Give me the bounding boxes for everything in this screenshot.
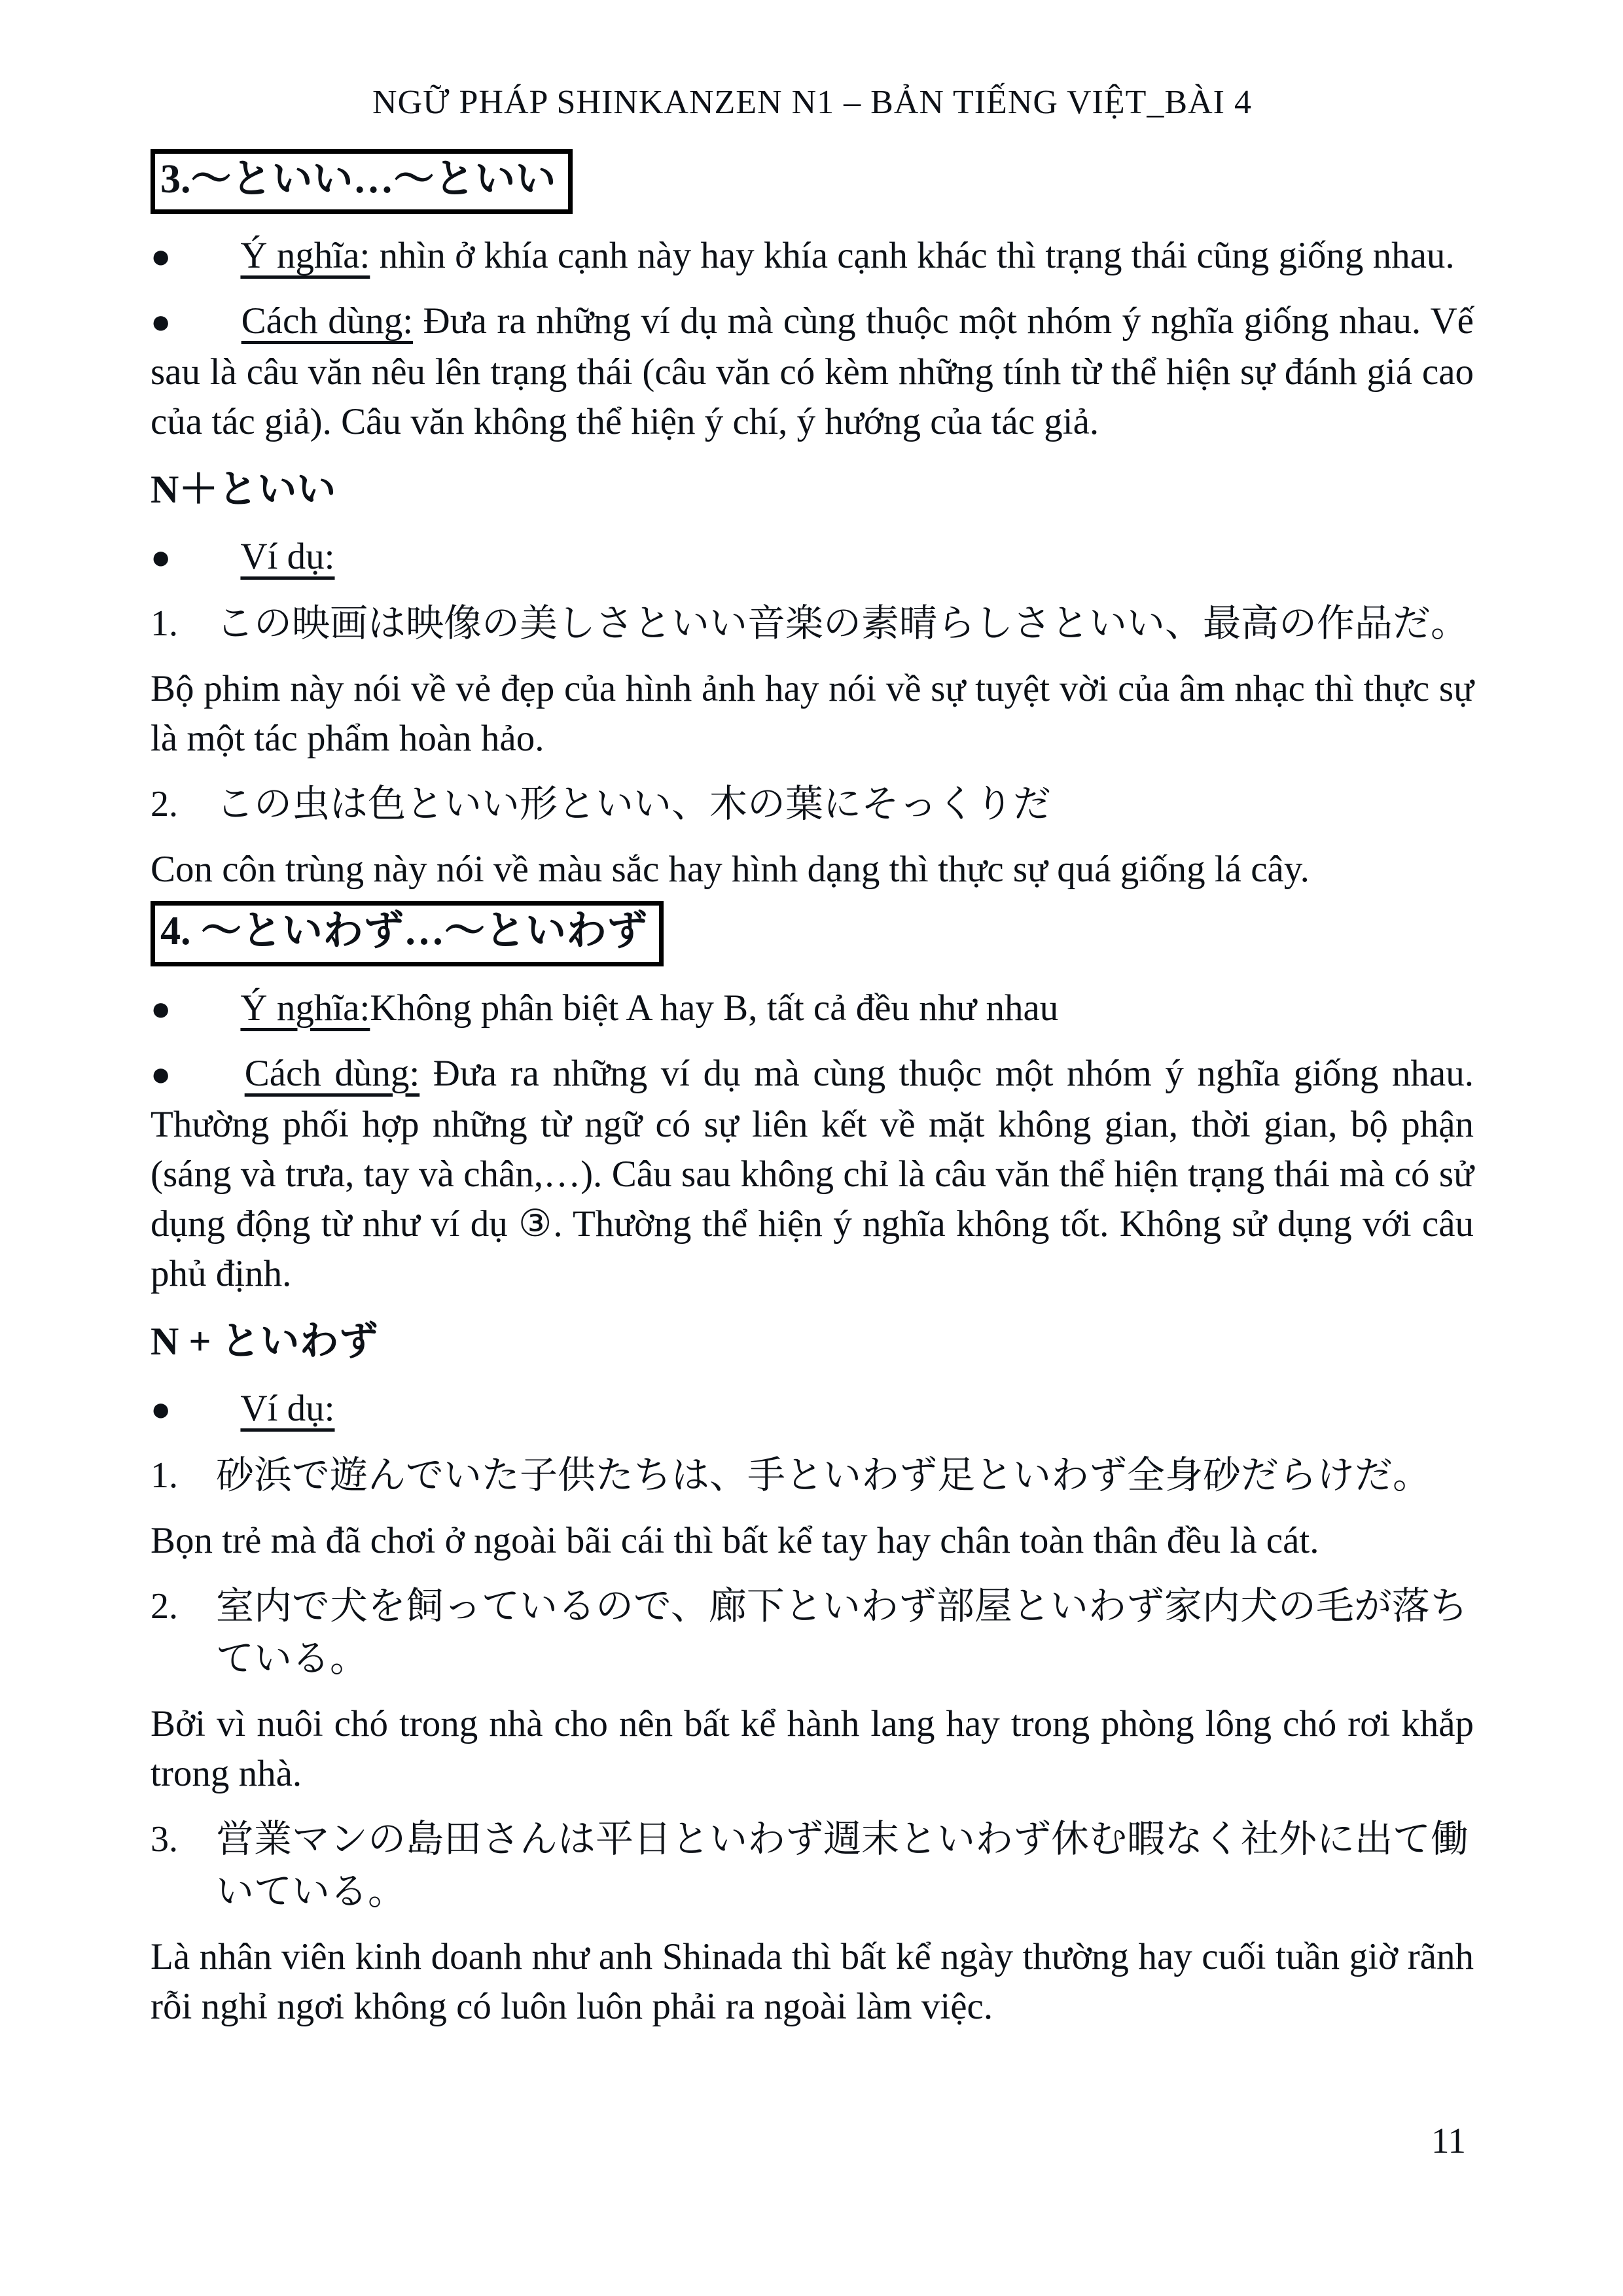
- section-4-heading-box: [151, 901, 664, 966]
- meaning-text: nhìn ở khía cạnh này hay khía cạnh khác thì trạng thái cũng giống nhau.: [370, 235, 1455, 277]
- meaning-label: Ý nghĩa:: [240, 987, 370, 1029]
- pattern-formula: N＋といい: [151, 468, 336, 512]
- example-translation: Bọn trẻ mà đã chơi ở ngoài bãi cái thì bất kể tay hay chân toàn thân đều là cát.: [151, 1519, 1319, 1561]
- usage-text: Đưa ra những ví dụ mà cùng thuộc một nhóm ý nghĩa giống nhau. Thường phối hợp những từ ngữ có sự liên kết về mặt không gian, thời gian, bộ phận (sáng và trưa, tay và chân,…). Câu sau không chỉ là câu văn thể hiện trạng thái mà có sử dụng động từ như ví dụ ③. Thường thể hiện ý nghĩa không tốt. Không sử dụng với câu phủ định.: [151, 1052, 1474, 1294]
- usage-label: Cách dùng:: [244, 1052, 420, 1094]
- example-number: 2.: [151, 1585, 178, 1627]
- meaning-text: Không phân biệt A hay B, tất cả đều như nhau: [370, 987, 1059, 1029]
- section-4-meaning-paragraph: [151, 983, 1474, 1034]
- example-japanese: 砂浜で遊んでいた子供たちは、手といわず足といわず全身砂だらけだ。: [216, 1453, 1431, 1496]
- examples-label: Ví dụ:: [240, 536, 335, 578]
- bullet-icon: ●: [151, 1055, 175, 1093]
- section-3-examples-label-paragraph: [151, 532, 1474, 583]
- example-item: [151, 597, 1474, 650]
- example-translation: Bộ phim này nói về vẻ đẹp của hình ảnh hay nói về sự tuyệt vời của âm nhạc thì thực sự là một tác phẩm hoàn hảo.: [151, 668, 1474, 760]
- example-japanese: 営業マンの島田さんは平日といわず週末といわず休む暇なく社外に出て働いている。: [216, 1817, 1469, 1913]
- section-4-heading: 4. ～といわず…～といわず: [160, 909, 648, 954]
- example-number: 1.: [151, 603, 178, 645]
- meaning-label: Ý nghĩa:: [240, 235, 370, 277]
- example-number: 3.: [151, 1818, 178, 1860]
- page-number: 11: [1431, 2121, 1466, 2161]
- example-translation: Con côn trùng này nói về màu sắc hay hình dạng thì thực sự quá giống lá cây.: [151, 849, 1310, 891]
- bullet-icon: ●: [151, 539, 171, 577]
- section-4-examples-label-paragraph: [151, 1384, 1474, 1435]
- bullet-icon: ●: [151, 238, 171, 276]
- section-3-heading: 3.～といい…～といい: [160, 157, 556, 202]
- section-3-usage-paragraph: [151, 296, 1474, 447]
- bullet-icon: ●: [151, 1390, 171, 1428]
- bullet-icon: ●: [151, 304, 172, 342]
- example-translation: Bởi vì nuôi chó trong nhà cho nên bất kể hành lang hay trong phòng lông chó rơi khắp trong nhà.: [151, 1703, 1474, 1794]
- page-title: NGỮ PHÁP SHINKANZEN N1 – BẢN TIẾNG VIỆT_BÀI 4: [372, 84, 1252, 121]
- example-item: [151, 1813, 1474, 1918]
- example-item: [151, 778, 1474, 830]
- example-item: [151, 1580, 1474, 1685]
- example-translation: Là nhân viên kinh doanh như anh Shinada thì bất kể ngày thường hay cuối tuần giờ rãnh rỗi nghỉ ngơi không có luôn luôn phải ra ngoài làm việc.: [151, 1935, 1474, 2027]
- example-japanese: この映画は映像の美しさといい音楽の素晴らしさといい、最高の作品だ。: [216, 602, 1469, 645]
- bullet-icon: ●: [151, 990, 171, 1028]
- usage-label: Cách dùng:: [241, 300, 414, 342]
- example-number: 2.: [151, 784, 178, 825]
- section-3-meaning-paragraph: [151, 231, 1474, 282]
- section-4-usage-paragraph: [151, 1049, 1474, 1299]
- section-4: [151, 901, 1474, 2031]
- section-3: [151, 149, 1474, 894]
- section-3-heading-box: [151, 149, 573, 214]
- example-number: 1.: [151, 1455, 178, 1496]
- example-japanese: 室内で犬を飼っているので、廊下といわず部屋といわず家内犬の毛が落ちている。: [216, 1584, 1468, 1680]
- examples-label: Ví dụ:: [240, 1387, 335, 1429]
- example-item: [151, 1449, 1474, 1502]
- usage-text: Đưa ra những ví dụ mà cùng thuộc một nhóm ý nghĩa giống nhau. Vế sau là câu văn nêu lên trạng thái (câu văn có kèm những tính từ thể hiện sự đánh giá cao của tác giả). Câu văn không thể hiện ý chí, ý hướng của tác giả.: [151, 300, 1474, 443]
- example-japanese: この虫は色といい形といい、木の葉にそっくりだ: [216, 783, 1052, 826]
- pattern-formula: N + といわず: [151, 1319, 378, 1363]
